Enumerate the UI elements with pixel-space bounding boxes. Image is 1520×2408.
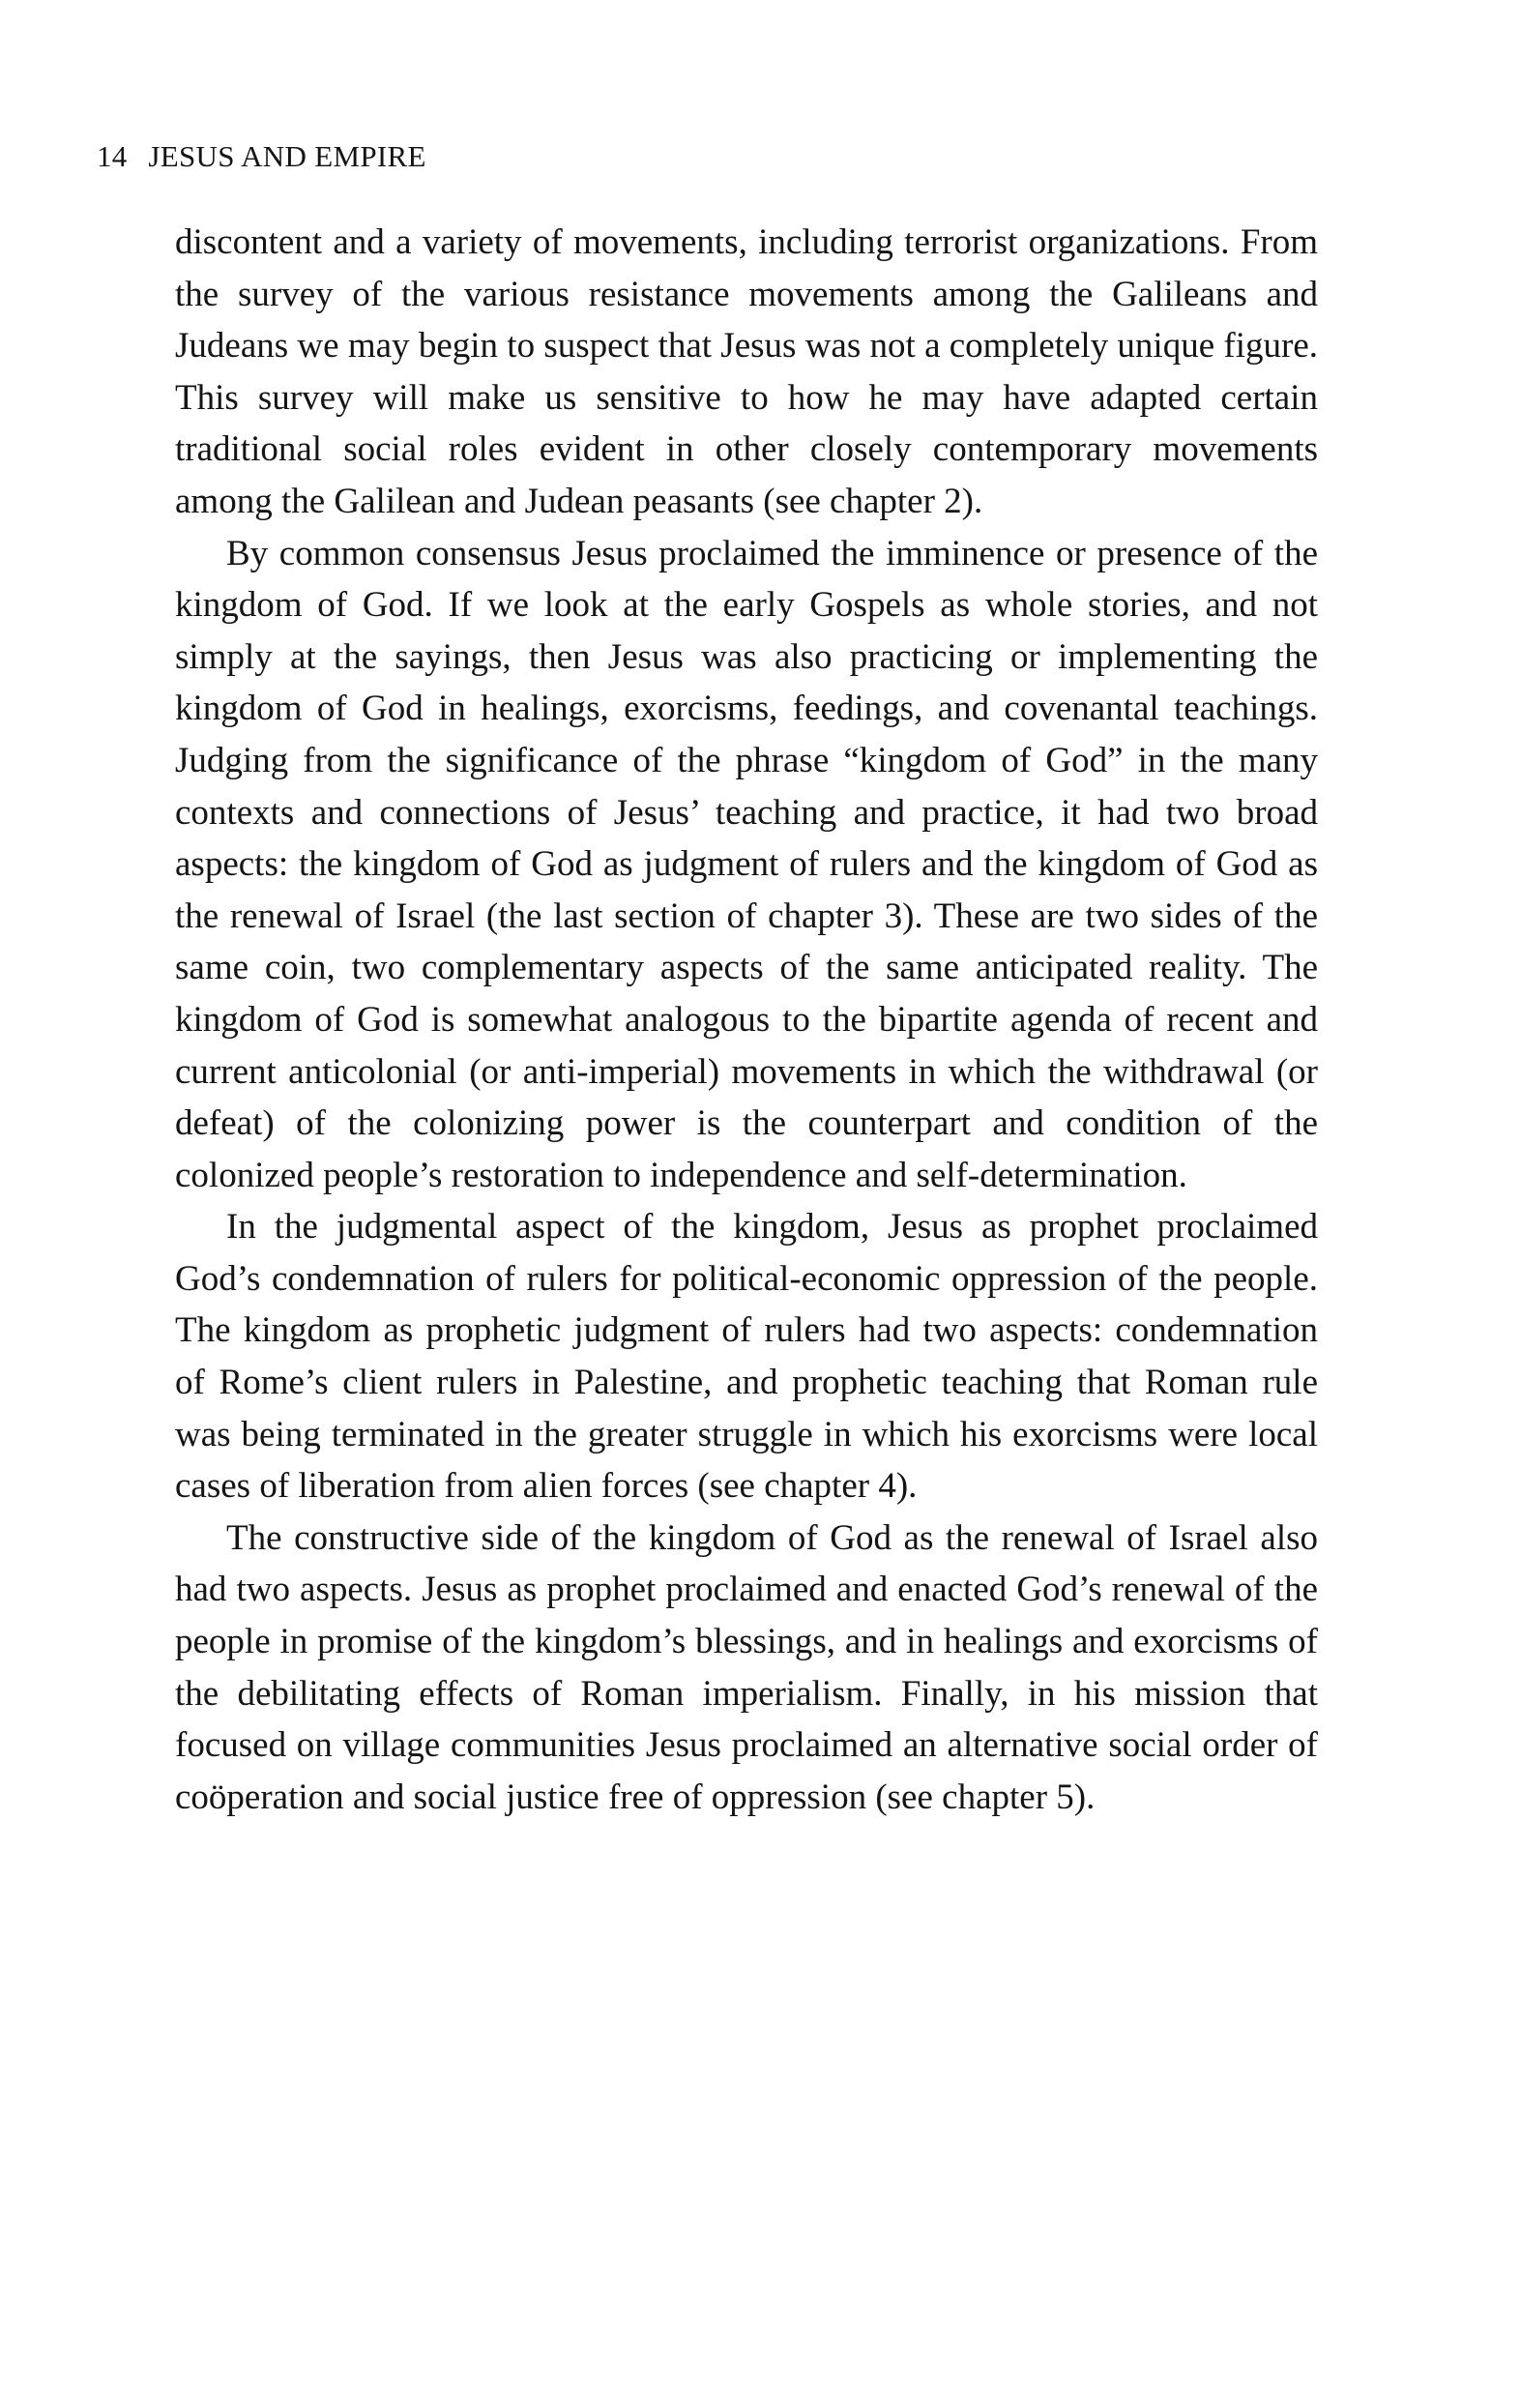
paragraph-kingdom-of-god: By common consensus Jesus proclaimed the imminence or presence of the kingdom of God. If we look at the early Gospels as whole stories, and not simply at the sayings, then Jesus was also practicing or implementing the kingdom of God in healings, exorcisms, feedings, and covenantal teachings. Judging from the significance of the phrase “kingdom of God” in the many contexts and connections of Jesus’ teaching and practice, it had two broad aspects: the kingdom of God as judgment of rulers and the kingdom of God as the renewal of Israel (the last section of chapter 3). These are two sides of the same coin, two complementary aspects of the same anticipated reality. The kingdom of God is somewhat analogous to the bipartite agenda of recent and current anticolonial (or anti-imperial) movements in which the withdrawal (or defeat) of the colonizing power is the counterpart and condition of the colonized people’s restoration to independence and self-determination. bbox=[175, 533, 1318, 1195]
paragraph-continuation: discontent and a variety of movements, including terrorist organizations. From the survey of the various resistance movements among the Galileans and Judeans we may begin to suspect that Jesus was not a completely unique figure. This survey will make us sensitive to how he may have adapted certain traditional social roles evident in other closely contemporary movements among the Galilean and Judean peasants (see chapter 2). bbox=[175, 222, 1318, 521]
paragraph-constructive-side: The constructive side of the kingdom of God as the renewal of Israel also had two aspects. Jesus as prophet proclaimed and enacted God’s renewal of the people in promise of the kingdom’s blessings, and in healings and exorcisms of the debilitating effects of Roman imperialism. Finally, in his mission that focused on village communities Jesus proclaimed an alternative social order of coöperation and social justice free of oppression (see chapter 5). bbox=[175, 1517, 1318, 1817]
page-number: 14 bbox=[97, 139, 128, 173]
running-title: JESUS AND EMPIRE bbox=[148, 139, 426, 173]
running-header bbox=[97, 137, 426, 176]
body-text bbox=[175, 217, 1318, 1823]
paragraph-judgmental-aspect: In the judgmental aspect of the kingdom, Jesus as prophet proclaimed God’s condemnation of rulers for political-economic oppression of the people. The kingdom as prophetic judgment of rulers had two aspects: condemnation of Rome’s client rulers in Palestine, and prophetic teaching that Roman rule was being terminated in the greater struggle in which his exorcisms were local cases of liberation from alien forces (see chapter 4). bbox=[175, 1207, 1318, 1507]
